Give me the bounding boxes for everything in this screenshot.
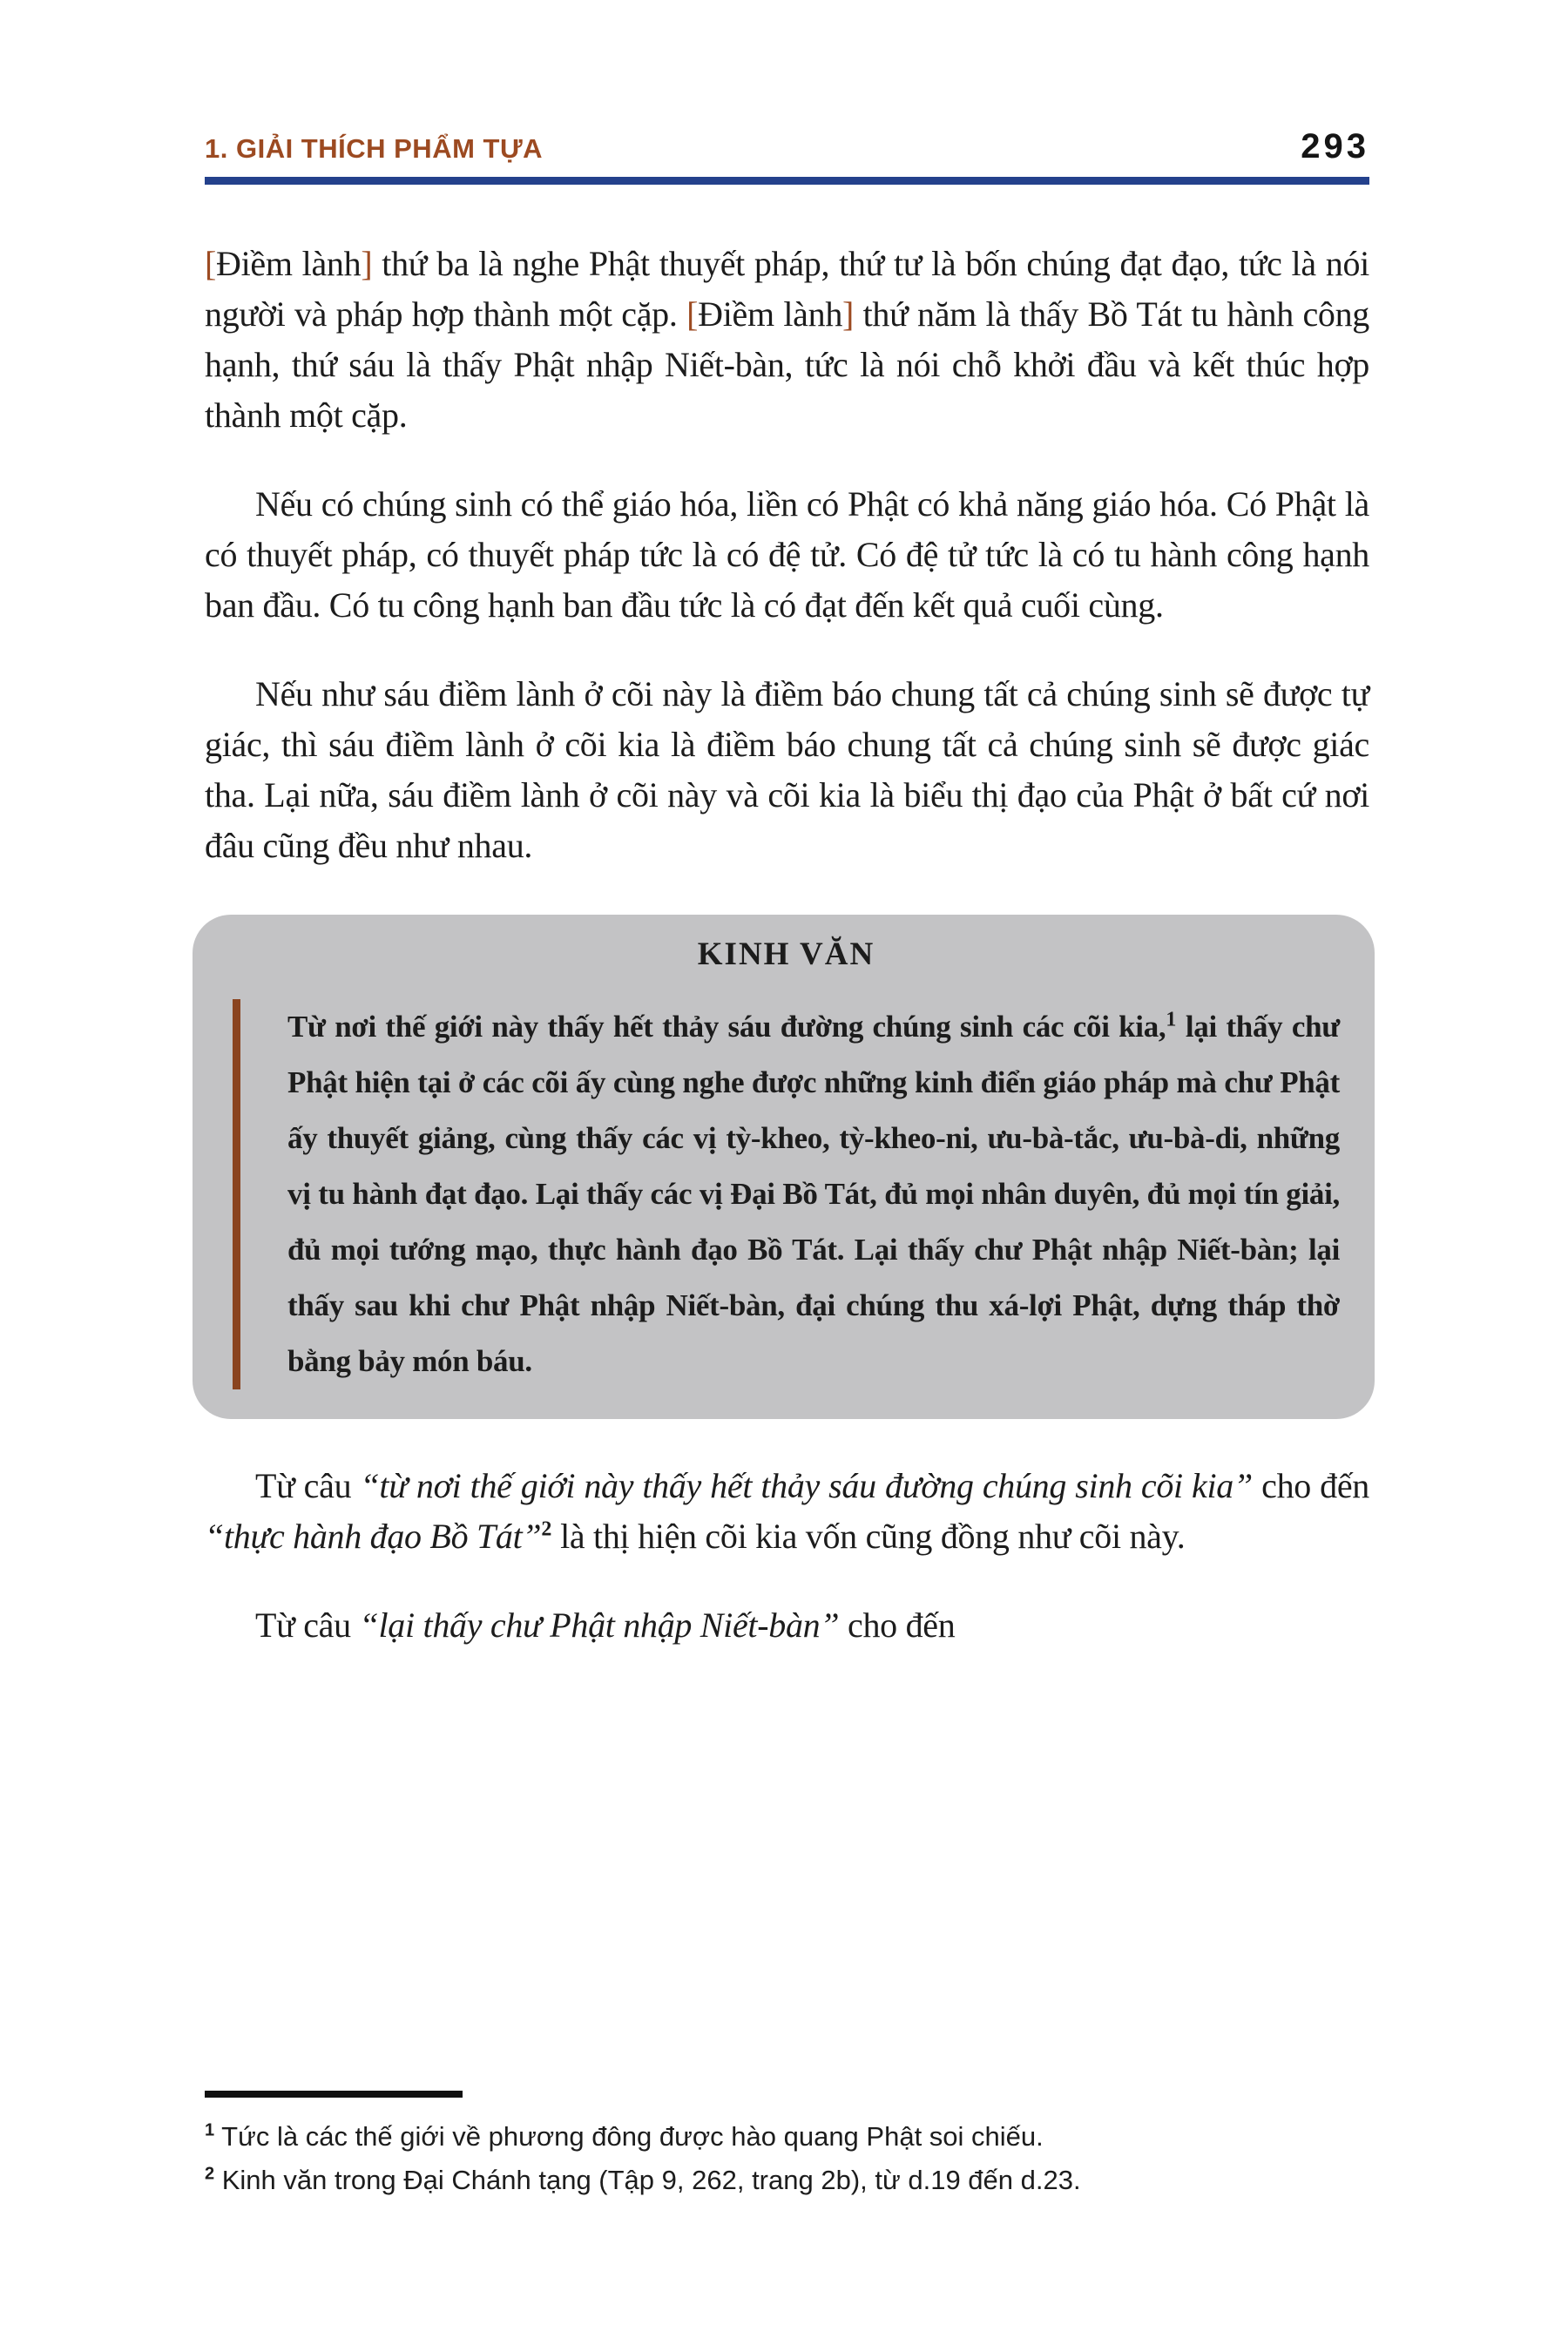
header-rule-divider: [205, 177, 1369, 185]
footnote-1: [205, 2115, 1369, 2159]
kinh-van-title: KINH VĂN: [697, 936, 875, 972]
footnote-2: [205, 2159, 1369, 2202]
footnote-divider: [205, 2091, 463, 2098]
kinh-van-box: [193, 915, 1375, 1419]
footnote-1-text: Tức là các thế giới về phương đông được hào quang Phật soi chiếu.: [214, 2121, 1044, 2152]
footnote-2-marker: 2: [205, 2164, 215, 2184]
section-title: 1. GIẢI THÍCH PHẨM TỰA: [205, 133, 544, 164]
footnote-1-marker: 1: [205, 2120, 215, 2140]
running-header: [205, 127, 1369, 166]
page-number: 293: [1301, 127, 1369, 166]
kinh-van-quote: Từ nơi thế giới này thấy hết thảy sáu đường chúng sinh các cõi kia,$^1$ lại thấy chư Phật hiện tại ở các cõi ấy cùng nghe được những kinh điển giáo pháp mà chư Phật ấy thuyết giảng, cùng thấy các vị tỳ-kheo, tỳ-kheo-ni, ưu-bà-tắc, ưu-bà-di, những vị tu hành đạt đạo. Lại thấy các vị Đại Bồ Tát, đủ mọi nhân duyên, đủ mọi tín giải, đủ mọi tướng mạo, thực hành đạo Bồ Tát. Lại thấy chư Phật nhập Niết-bàn; lại thấy sau khi chư Phật nhập Niết-bàn, đại chúng thu xá-lợi Phật, dựng tháp thờ bằng bảy món báu.: [233, 999, 1340, 1389]
paragraph: [Điềm lành] thứ ba là nghe Phật thuyết pháp, thứ tư là bốn chúng đạt đạo, tức là nói người và pháp hợp thành một cặp. [Điềm lành] thứ năm là thấy Bồ Tát tu hành công hạnh, thứ sáu là thấy Phật nhập Niết-bàn, tức là nói chỗ khởi đầu và kết thúc hợp thành một cặp.: [205, 244, 1369, 435]
paragraph: Nếu như sáu điềm lành ở cõi này là điềm báo chung tất cả chúng sinh sẽ được tự giác, thì sáu điềm lành ở cõi kia là điềm báo chung tất cả chúng sinh sẽ được giác tha. Lại nữa, sáu điềm lành ở cõi này và cõi kia là biểu thị đạo của Phật ở bất cứ nơi đâu cũng đều như nhau.: [205, 674, 1369, 865]
footnote-2-text: Kinh văn trong Đại Chánh tạng (Tập 9, 262, trang 2b), từ d.19 đến d.23.: [214, 2165, 1081, 2195]
footnotes: [205, 2091, 1369, 2202]
paragraph: Từ câu “lại thấy chư Phật nhập Niết-bàn” cho đến: [255, 1605, 956, 1645]
body-text: [205, 239, 1369, 1651]
paragraph: Từ câu “từ nơi thế giới này thấy hết thảy sáu đường chúng sinh cõi kia” cho đến “thực hành đạo Bồ Tát”$^2$ là thị hiện cõi kia vốn cũng đồng như cõi này.: [205, 1466, 1369, 1556]
paragraph: Nếu có chúng sinh có thể giáo hóa, liền có Phật có khả năng giáo hóa. Có Phật là có thuyết pháp, có thuyết pháp tức là có đệ tử. Có đệ tử tức là có tu hành công hạnh ban đầu. Có tu công hạnh ban đầu tức là có đạt đến kết quả cuối cùng.: [205, 484, 1369, 625]
